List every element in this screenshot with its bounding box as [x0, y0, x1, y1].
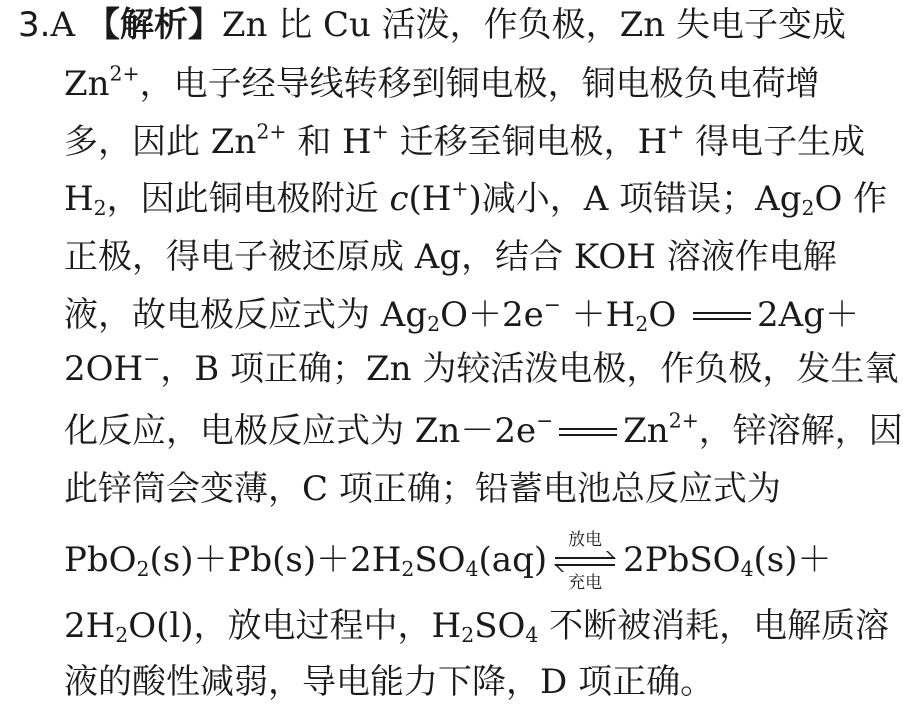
- arrow-label-charge: 充电: [568, 573, 603, 593]
- text: PbO: [64, 540, 137, 580]
- text: 化反应，电极反应式为 Zn－2e: [64, 411, 537, 451]
- text: 迁移至铜电极，H: [388, 122, 668, 162]
- superscript: 2+: [668, 408, 699, 433]
- text: Zn 比 Cu 活泼，作负极，Zn 失电子变成: [221, 5, 847, 45]
- subscript: 2: [401, 557, 415, 582]
- analysis-line-4: [64, 176, 888, 221]
- text: ＋H: [560, 295, 636, 335]
- text: 不断被消耗，电解质溶: [538, 606, 890, 646]
- analysis-line-9: [64, 469, 816, 509]
- text: Zn: [64, 64, 110, 104]
- text: Zn: [623, 411, 669, 451]
- text: O 作: [814, 179, 888, 219]
- text: O＋2e: [440, 295, 544, 335]
- analysis-line-10: [64, 530, 832, 593]
- analysis-line-11: [64, 606, 890, 648]
- text: (aq): [478, 540, 548, 580]
- analysis-line-12: [64, 662, 816, 702]
- superscript: −: [536, 408, 554, 433]
- italic-symbol: c: [389, 179, 409, 219]
- text: 2Ag＋: [757, 295, 859, 335]
- text: (s)＋Pb(s)＋2H: [149, 540, 402, 580]
- text: ，B 项正确；Zn 为较活泼电极，作负极，发生氧: [160, 349, 899, 389]
- text: ，电子经导线转移到铜电极，铜电极负电荷增: [139, 64, 820, 104]
- superscript: 2+: [256, 119, 287, 144]
- text: )减小，A 项错误；Ag: [468, 179, 802, 219]
- equals-sign: [687, 295, 757, 335]
- analysis-tag: 【解析】: [85, 5, 222, 45]
- analysis-line-7: [64, 346, 899, 389]
- subscript: 2: [427, 312, 441, 337]
- text: 液，故电极反应式为 Ag: [64, 295, 428, 335]
- subscript: 4: [525, 623, 539, 648]
- text: SO: [474, 606, 526, 646]
- analysis-line-1: [18, 5, 847, 45]
- text: 正极，得电子被还原成 Ag，结合 KOH 溶液作电解: [64, 237, 837, 277]
- text: 液的酸性减弱，导电能力下降，D 项正确。: [64, 662, 715, 702]
- text: ，锌溶解，因: [698, 411, 903, 451]
- superscript: +: [667, 119, 685, 144]
- subscript: 4: [740, 557, 754, 582]
- subscript: 2: [461, 623, 475, 648]
- equals-sign: [553, 411, 623, 451]
- analysis-line-5: [64, 237, 837, 277]
- superscript: +: [371, 119, 389, 144]
- text: SO: [414, 540, 466, 580]
- subscript: 2: [136, 557, 150, 582]
- analysis-line-8: [64, 408, 903, 451]
- text: O: [648, 295, 687, 335]
- text: 得电子生成: [684, 122, 866, 162]
- analysis-line-2: [64, 61, 820, 104]
- analysis-line-6: [64, 292, 859, 337]
- text: (s)＋: [753, 540, 832, 580]
- text: (H: [408, 179, 452, 219]
- text: 2OH: [64, 349, 144, 389]
- subscript: 4: [465, 557, 479, 582]
- analysis-line-3: [64, 119, 866, 162]
- text: 2PbSO: [623, 540, 741, 580]
- reversible-arrow-icon: [547, 530, 623, 593]
- superscript: −: [543, 292, 561, 317]
- superscript: −: [143, 346, 161, 371]
- subscript: 2: [93, 196, 107, 221]
- text: 2H: [64, 606, 116, 646]
- subscript: 2: [635, 312, 649, 337]
- text: H: [64, 179, 94, 219]
- forward-arrow: [555, 557, 615, 559]
- arrow-label-discharge: 放电: [568, 530, 603, 550]
- answer-letter: A: [50, 5, 76, 45]
- subscript: 2: [115, 623, 129, 648]
- text: ，因此铜电极附近: [106, 179, 390, 219]
- superscript: 2+: [109, 61, 140, 86]
- text: O(l)，放电过程中，H: [128, 606, 462, 646]
- question-number: 3.: [18, 5, 51, 45]
- subscript: 2: [801, 196, 815, 221]
- text: 和 H: [286, 122, 372, 162]
- reverse-arrow: [555, 564, 615, 566]
- superscript: +: [451, 176, 469, 201]
- text: 多，因此 Zn: [64, 122, 257, 162]
- text: 此锌筒会变薄，C 项正确；铅蓄电池总反应式为: [64, 469, 781, 509]
